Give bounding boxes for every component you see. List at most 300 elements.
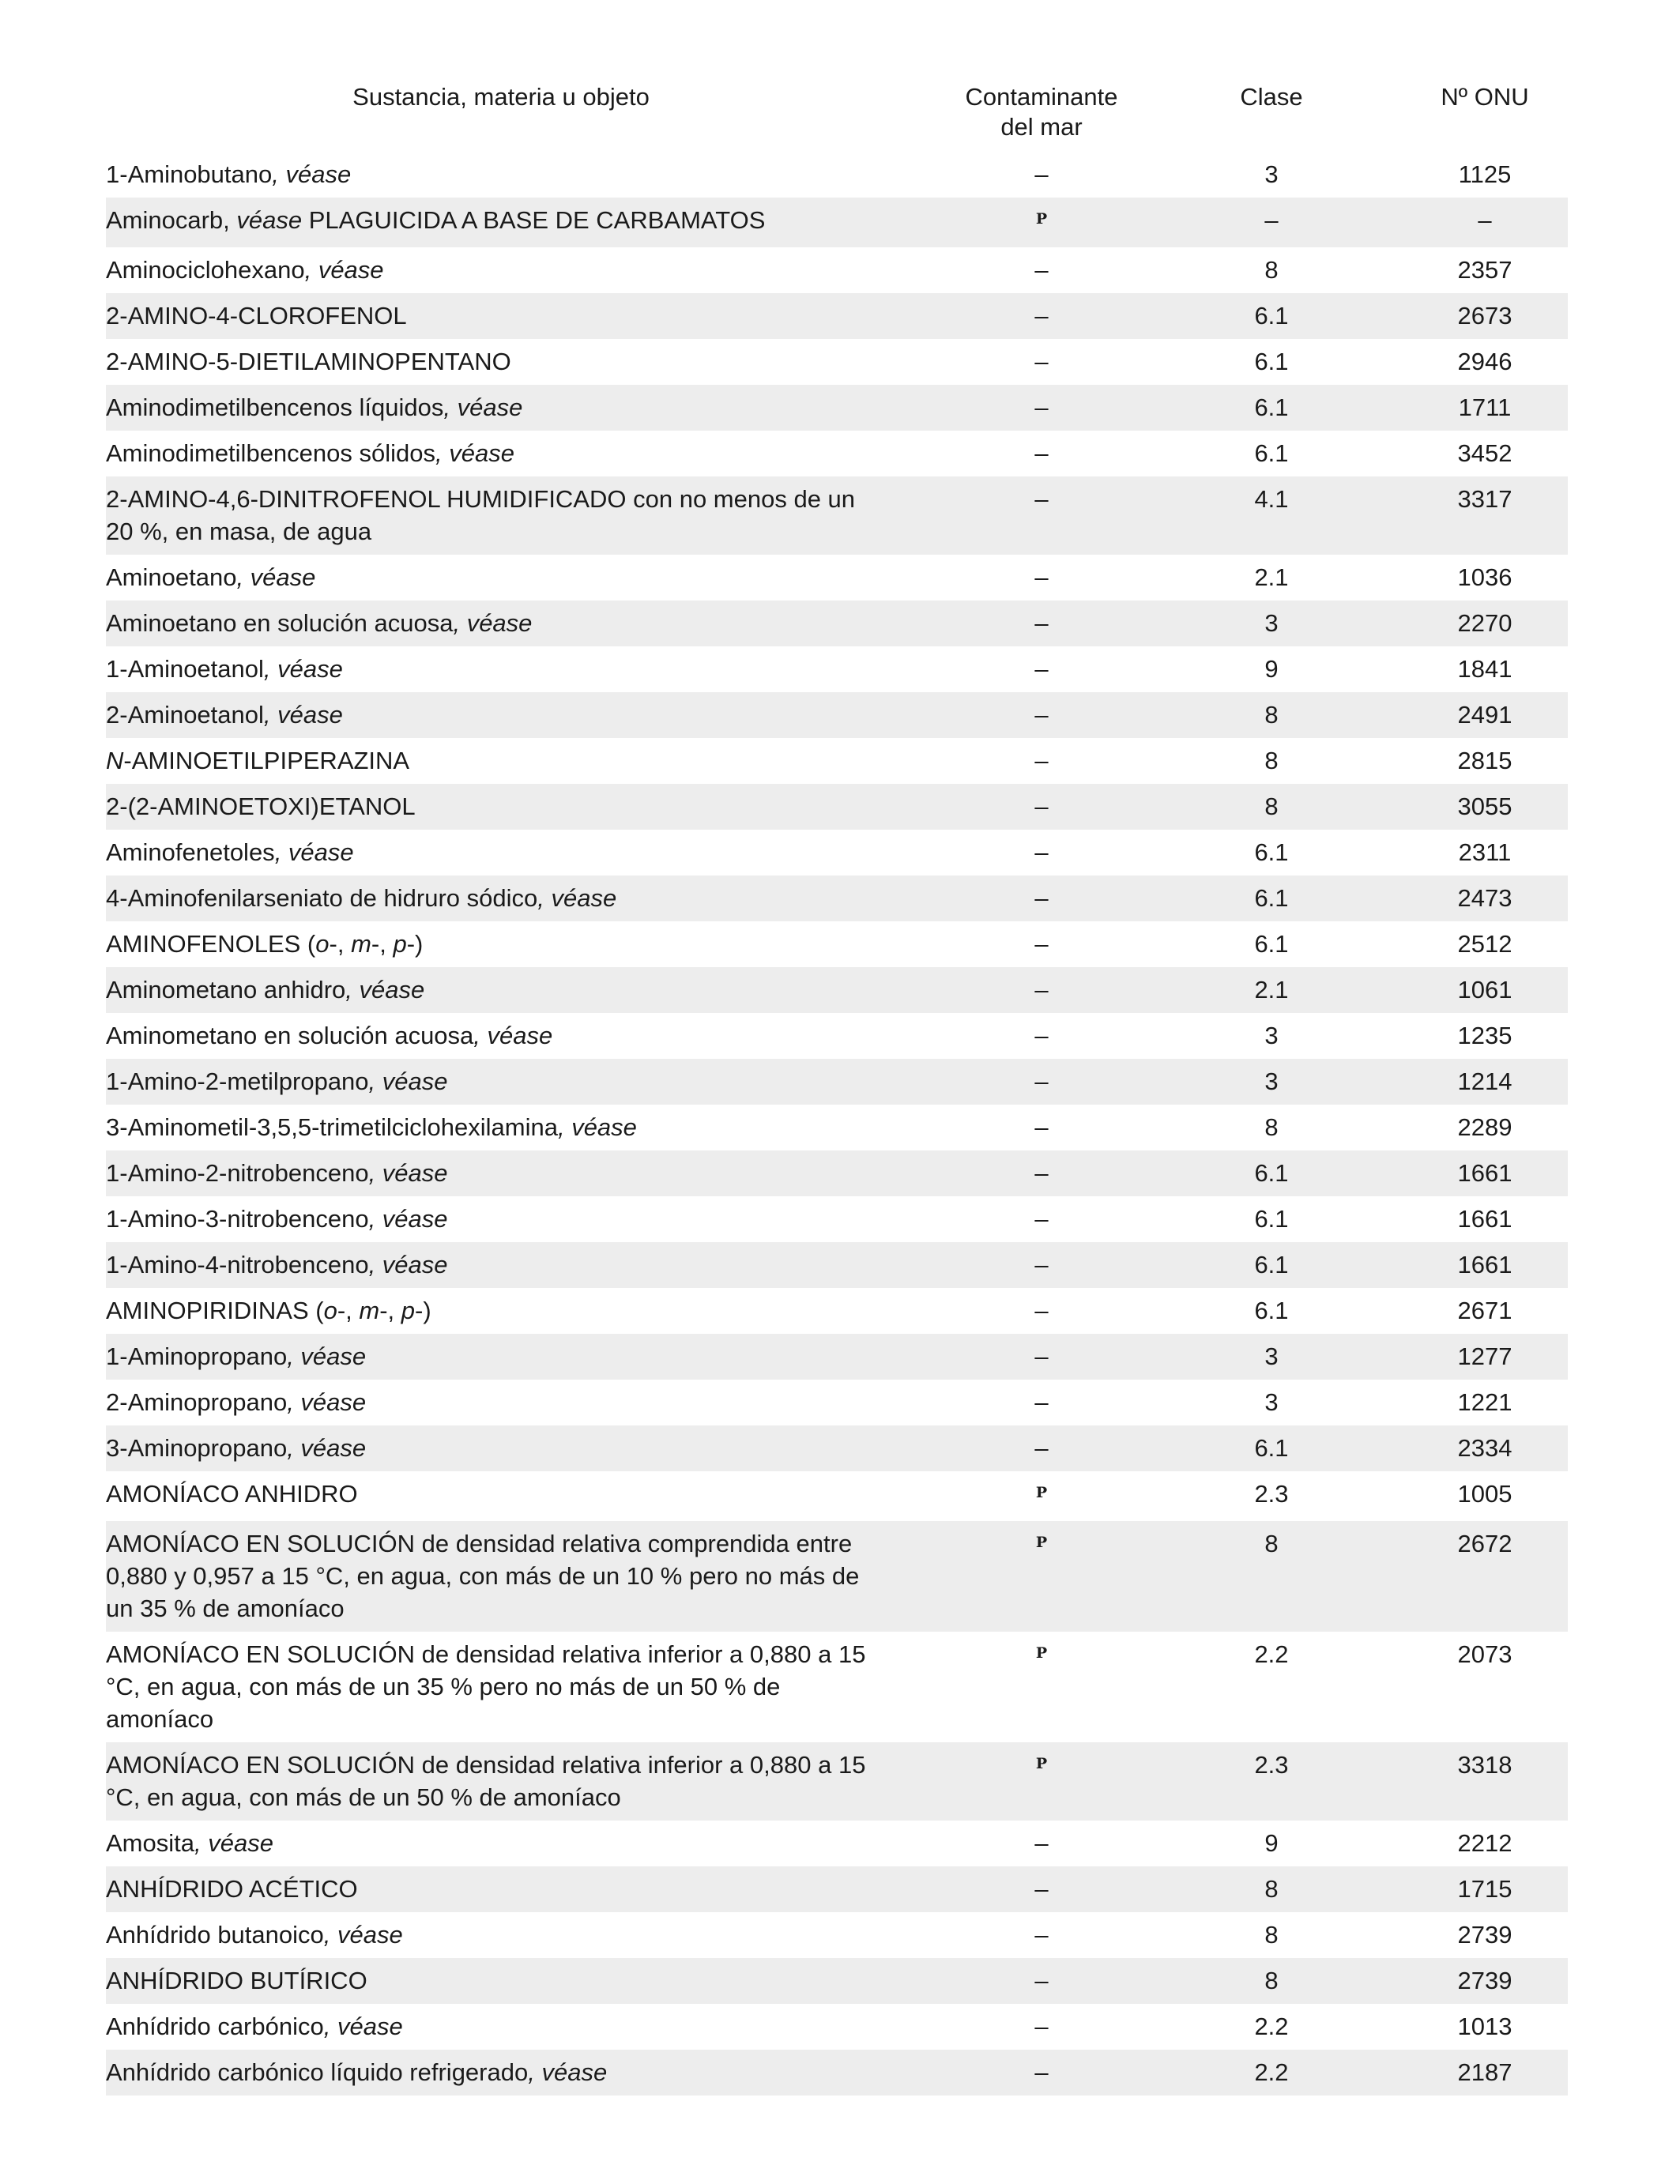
- marine-pollutant-cell: [896, 1958, 1173, 2004]
- substance-name-segment: 1-Amino-2-metilpropano: [106, 1068, 369, 1095]
- un-number-cell: 1221: [1457, 1388, 1512, 1416]
- substance-name-segment: Aminofenetoles: [106, 838, 275, 866]
- substance-name-segment: , véase: [287, 1434, 367, 1462]
- marine-pollutant-cell: [896, 339, 1173, 385]
- table-row: [106, 1288, 1568, 1334]
- marine-pollutant-cell: [896, 198, 1173, 247]
- marine-pollutant-cell: [896, 1471, 1173, 1521]
- marine-pollutant-cell: [896, 830, 1173, 875]
- substance-name-segment: AMONÍACO EN SOLUCIÓN de densidad relativa comprendida entre 0,880 y 0,957 a 15 °C, en agua, con más de un 10 % pero no más de un 35 % de amoníaco: [106, 1530, 860, 1622]
- table-row: [106, 646, 1568, 692]
- substance-name: [106, 2050, 896, 2096]
- class-cell: 6.1: [1254, 348, 1289, 375]
- marine-pollutant-cell: [896, 646, 1173, 692]
- un-number-cell: 2270: [1370, 601, 1568, 646]
- class-cell: 2.2: [1254, 2013, 1289, 2040]
- table-row: [106, 555, 1568, 601]
- substance-name-segment: Anhídrido butanoico: [106, 1921, 324, 1949]
- marine-pollutant-dash: –: [1034, 1434, 1049, 1462]
- substance-name: [106, 738, 896, 784]
- marine-pollutant-mark: P: [1035, 1644, 1048, 1662]
- marine-pollutant-dash: –: [1034, 393, 1049, 421]
- substance-name-segment: 1-Amino-3-nitrobenceno: [106, 1205, 369, 1233]
- substance-name: [106, 921, 896, 967]
- marine-pollutant-cell: [896, 921, 1173, 967]
- un-number-cell: 2357: [1457, 256, 1512, 284]
- substance-name: [106, 555, 896, 601]
- table-row: [106, 1196, 1568, 1242]
- substance-name-segment: , véase: [274, 838, 354, 866]
- substance-name-segment: m: [359, 1297, 380, 1324]
- substance-name: [106, 2004, 896, 2050]
- class-cell: 8: [1264, 747, 1279, 774]
- un-number-cell: 2073: [1457, 1640, 1512, 1668]
- substance-name-segment: PLAGUICIDA A BASE DE CARBAMATOS: [302, 206, 766, 234]
- un-number-cell: 1715: [1370, 1866, 1568, 1912]
- substance-name-segment: , véase: [537, 884, 617, 912]
- marine-pollutant-cell: [896, 1150, 1173, 1196]
- substance-name-segment: , véase: [557, 1113, 637, 1141]
- substance-name-segment: , véase: [263, 655, 343, 683]
- un-number-cell: 2672: [1370, 1521, 1568, 1632]
- substance-name: [106, 476, 896, 555]
- class-cell: 3: [1264, 1022, 1279, 1049]
- marine-pollutant-cell: [896, 1013, 1173, 1059]
- table-row: [106, 601, 1568, 646]
- substance-name-segment: 2-AMINO-4,6-DINITROFENOL HUMIDIFICADO con no menos de un 20 %, en masa, de agua: [106, 485, 856, 545]
- un-number-cell: 1125: [1458, 160, 1512, 188]
- class-cell: 3: [1264, 160, 1279, 188]
- header-un-number: Nº ONU: [1441, 83, 1529, 111]
- class-cell: 3: [1173, 601, 1370, 646]
- table-row: [106, 1380, 1568, 1425]
- marine-pollutant-cell: [896, 476, 1173, 555]
- marine-pollutant-dash: –: [1034, 302, 1049, 329]
- class-cell: 8: [1264, 1921, 1279, 1949]
- marine-pollutant-dash: –: [1034, 485, 1049, 513]
- marine-pollutant-dash: –: [1034, 1068, 1049, 1095]
- substance-name-segment: 2-Aminoetanol: [106, 701, 264, 729]
- un-number-cell: 2311: [1458, 838, 1512, 866]
- substance-name: [106, 1821, 896, 1866]
- marine-pollutant-cell: [896, 385, 1173, 431]
- substance-name-segment: Aminometano en solución acuosa: [106, 1022, 474, 1049]
- substance-name: [106, 1521, 896, 1632]
- substance-name: [106, 1912, 896, 1958]
- marine-pollutant-cell: [896, 293, 1173, 339]
- substance-name-segment: , véase: [368, 1159, 448, 1187]
- substance-name: [106, 1059, 896, 1105]
- substance-name-segment: , véase: [263, 701, 343, 729]
- table-row: [106, 784, 1568, 830]
- substance-name-segment: -): [406, 930, 424, 958]
- substance-name-segment: , véase: [435, 439, 514, 467]
- marine-pollutant-cell: [896, 2050, 1173, 2096]
- marine-pollutant-cell: [896, 1334, 1173, 1380]
- marine-pollutant-cell: [896, 692, 1173, 738]
- marine-pollutant-cell: [896, 1196, 1173, 1242]
- class-cell: –: [1173, 198, 1370, 247]
- marine-pollutant-cell: [896, 1632, 1173, 1742]
- substance-name-segment: o: [323, 1297, 337, 1324]
- class-cell: 2.1: [1254, 563, 1289, 591]
- un-number-cell: 2673: [1370, 293, 1568, 339]
- substance-name-segment: AMINOPIRIDINAS (: [106, 1297, 324, 1324]
- substance-name-segment: , véase: [194, 1829, 273, 1857]
- marine-pollutant-dash: –: [1034, 1159, 1049, 1187]
- marine-pollutant-dash: –: [1034, 563, 1049, 591]
- substance-name-segment: Anhídrido carbónico: [106, 2013, 324, 2040]
- un-number-cell: 2815: [1457, 747, 1512, 774]
- un-number-cell: 2289: [1457, 1113, 1512, 1141]
- marine-pollutant-dash: –: [1034, 701, 1049, 729]
- marine-pollutant-dash: –: [1034, 1251, 1049, 1278]
- substance-name-segment: AMONÍACO EN SOLUCIÓN de densidad relativa inferior a 0,880 a 15 °C, en agua, con más de un 50 % de amoníaco: [106, 1751, 866, 1811]
- substance-name: [106, 1425, 896, 1471]
- table-row: [106, 339, 1568, 385]
- marine-pollutant-cell: [896, 967, 1173, 1013]
- substance-name: [106, 692, 896, 738]
- table-row: [106, 2050, 1568, 2096]
- un-number-cell: 2512: [1457, 930, 1512, 958]
- un-number-cell: 1013: [1457, 2013, 1512, 2040]
- substance-name-segment: 2-AMINO-5-DIETILAMINOPENTANO: [106, 348, 511, 375]
- un-number-cell: 1277: [1370, 1334, 1568, 1380]
- substance-name-segment: o: [315, 930, 330, 958]
- class-cell: 9: [1264, 1829, 1279, 1857]
- marine-pollutant-cell: [896, 738, 1173, 784]
- un-number-cell: 2473: [1370, 875, 1568, 921]
- header-marine-pollutant-label: Contaminante del mar: [965, 83, 1118, 141]
- substance-name-segment: N: [106, 747, 124, 774]
- marine-pollutant-dash: –: [1034, 1967, 1049, 1994]
- marine-pollutant-dash: –: [1034, 1875, 1049, 1903]
- substance-name-segment: , véase: [368, 1251, 448, 1278]
- un-number-cell: 1711: [1370, 385, 1568, 431]
- substance-name: [106, 875, 896, 921]
- substances-table: [106, 79, 1568, 2096]
- table-row: [106, 1821, 1568, 1866]
- substance-name-segment: 4-Aminofenilarseniato de hidruro sódico: [106, 884, 538, 912]
- un-number-cell: 2491: [1370, 692, 1568, 738]
- class-cell: 8: [1264, 256, 1279, 284]
- substance-name-segment: AMINOFENOLES (: [106, 930, 316, 958]
- marine-pollutant-dash: –: [1034, 1022, 1049, 1049]
- table-row: [106, 476, 1568, 555]
- class-cell: 6.1: [1254, 1205, 1289, 1233]
- un-number-cell: 1235: [1457, 1022, 1512, 1049]
- substance-name-segment: 3-Aminometil-3,5,5-trimetilciclohexilamina: [106, 1113, 558, 1141]
- marine-pollutant-cell: [896, 601, 1173, 646]
- un-number-cell: 3452: [1457, 439, 1512, 467]
- marine-pollutant-dash: –: [1034, 655, 1049, 683]
- substance-name-segment: AMONÍACO EN SOLUCIÓN de densidad relativa inferior a 0,880 a 15 °C, en agua, con más de un 35 % pero no más de un 50 % de amoníaco: [106, 1640, 866, 1733]
- class-cell: 8: [1173, 692, 1370, 738]
- substance-name-segment: , véase: [368, 1205, 448, 1233]
- substance-name-segment: AMONÍACO ANHIDRO: [106, 1480, 358, 1508]
- marine-pollutant-cell: [896, 152, 1173, 198]
- marine-pollutant-cell: [896, 1242, 1173, 1288]
- table-row: [106, 1958, 1568, 2004]
- substance-name-segment: véase: [236, 206, 303, 234]
- substance-name-segment: Aminodimetilbencenos sólidos: [106, 439, 436, 467]
- substance-name-segment: , véase: [287, 1388, 367, 1416]
- un-number-cell: 3055: [1370, 784, 1568, 830]
- substance-name-segment: , véase: [236, 563, 316, 591]
- class-cell: 6.1: [1173, 1242, 1370, 1288]
- un-number-cell: 3317: [1370, 476, 1568, 555]
- marine-pollutant-cell: [896, 1425, 1173, 1471]
- class-cell: 8: [1173, 784, 1370, 830]
- un-number-cell: 2946: [1457, 348, 1512, 375]
- class-cell: 3: [1264, 1388, 1279, 1416]
- marine-pollutant-cell: [896, 1821, 1173, 1866]
- substance-name-segment: m: [351, 930, 371, 958]
- substance-name: [106, 967, 896, 1013]
- class-cell: 6.1: [1173, 875, 1370, 921]
- class-cell: 6.1: [1254, 930, 1289, 958]
- substance-name: [106, 1742, 896, 1821]
- un-number-cell: 2739: [1457, 1921, 1512, 1949]
- class-cell: 8: [1264, 1113, 1279, 1141]
- un-number-cell: 1214: [1370, 1059, 1568, 1105]
- substance-name-segment: , véase: [272, 160, 352, 188]
- substance-name-segment: Aminociclohexano: [106, 256, 305, 284]
- class-cell: 8: [1173, 1866, 1370, 1912]
- substance-name-segment: 1-Aminopropano: [106, 1342, 288, 1370]
- substance-name: [106, 385, 896, 431]
- marine-pollutant-dash: –: [1034, 1205, 1049, 1233]
- un-number-cell: 1841: [1457, 655, 1512, 683]
- substance-name-segment: Anhídrido carbónico líquido refrigerado: [106, 2058, 529, 2086]
- table-row: [106, 2004, 1568, 2050]
- marine-pollutant-dash: –: [1034, 160, 1049, 188]
- table-header-row: [106, 79, 1568, 152]
- class-cell: 3: [1173, 1334, 1370, 1380]
- substance-name-segment: Aminocarb,: [106, 206, 237, 234]
- class-cell: 6.1: [1254, 439, 1289, 467]
- substance-name-segment: , véase: [323, 1921, 403, 1949]
- marine-pollutant-dash: –: [1034, 1388, 1049, 1416]
- class-cell: 6.1: [1173, 385, 1370, 431]
- class-cell: 2.3: [1173, 1742, 1370, 1821]
- marine-pollutant-dash: –: [1034, 256, 1049, 284]
- substance-name-segment: , véase: [304, 256, 384, 284]
- substance-name-segment: 3-Aminopropano: [106, 1434, 288, 1462]
- marine-pollutant-mark: P: [1035, 1484, 1048, 1501]
- un-number-cell: 2187: [1370, 2050, 1568, 2096]
- table-row: [106, 1632, 1568, 1742]
- marine-pollutant-dash: –: [1034, 1342, 1049, 1370]
- marine-pollutant-cell: [896, 875, 1173, 921]
- un-number-cell: 1061: [1370, 967, 1568, 1013]
- un-number-cell: 1661: [1370, 1242, 1568, 1288]
- marine-pollutant-cell: [896, 1105, 1173, 1150]
- substance-name-segment: Aminoetano: [106, 563, 237, 591]
- table-row: [106, 692, 1568, 738]
- table-row: [106, 967, 1568, 1013]
- substance-name-segment: , véase: [528, 2058, 608, 2086]
- marine-pollutant-dash: –: [1034, 884, 1049, 912]
- marine-pollutant-dash: –: [1034, 793, 1049, 820]
- substance-name: [106, 1380, 896, 1425]
- marine-pollutant-cell: [896, 431, 1173, 476]
- marine-pollutant-dash: –: [1034, 1921, 1049, 1949]
- substance-name-segment: -AMINOETILPIPERAZINA: [123, 747, 410, 774]
- table-row: [106, 1521, 1568, 1632]
- substance-name-segment: -,: [329, 930, 352, 958]
- substance-name-segment: -,: [379, 1297, 401, 1324]
- marine-pollutant-dash: –: [1034, 2013, 1049, 2040]
- substance-name-segment: , véase: [368, 1068, 448, 1095]
- substance-name-segment: , véase: [443, 393, 523, 421]
- table-row: [106, 1866, 1568, 1912]
- substance-name: [106, 1196, 896, 1242]
- class-cell: 6.1: [1173, 1425, 1370, 1471]
- un-number-cell: 3318: [1370, 1742, 1568, 1821]
- substance-name: [106, 1866, 896, 1912]
- marine-pollutant-dash: –: [1034, 747, 1049, 774]
- substance-name-segment: , véase: [287, 1342, 367, 1370]
- marine-pollutant-dash: –: [1034, 976, 1049, 1004]
- substance-name: [106, 1288, 896, 1334]
- table-row: [106, 1471, 1568, 1521]
- un-number-cell: 1005: [1457, 1480, 1512, 1508]
- marine-pollutant-cell: [896, 1742, 1173, 1821]
- table-row: [106, 1912, 1568, 1958]
- substance-name: [106, 1632, 896, 1742]
- marine-pollutant-cell: [896, 1521, 1173, 1632]
- table-row: [106, 431, 1568, 476]
- marine-pollutant-cell: [896, 1866, 1173, 1912]
- substance-name: [106, 1334, 896, 1380]
- table-row: [106, 875, 1568, 921]
- marine-pollutant-dash: –: [1034, 838, 1049, 866]
- table-row: [106, 1334, 1568, 1380]
- page: [106, 79, 1568, 2096]
- marine-pollutant-cell: [896, 1380, 1173, 1425]
- table-row: [106, 738, 1568, 784]
- marine-pollutant-dash: –: [1034, 2058, 1049, 2086]
- marine-pollutant-cell: [896, 2004, 1173, 2050]
- substance-name: [106, 293, 896, 339]
- table-row: [106, 1105, 1568, 1150]
- substance-name-segment: p: [401, 1297, 416, 1324]
- marine-pollutant-dash: –: [1034, 348, 1049, 375]
- table-row: [106, 830, 1568, 875]
- marine-pollutant-cell: [896, 555, 1173, 601]
- table-row: [106, 1059, 1568, 1105]
- un-number-cell: 1661: [1457, 1205, 1512, 1233]
- table-row: [106, 152, 1568, 198]
- header-marine-pollutant: [896, 79, 1173, 152]
- marine-pollutant-cell: [896, 1912, 1173, 1958]
- substance-name-segment: , véase: [473, 1022, 553, 1049]
- substance-name: [106, 1242, 896, 1288]
- class-cell: 6.1: [1173, 293, 1370, 339]
- class-cell: 2.2: [1173, 2050, 1370, 2096]
- class-cell: 2.3: [1254, 1480, 1289, 1508]
- substance-name-segment: -): [415, 1297, 431, 1324]
- substance-name-segment: Aminometano anhidro: [106, 976, 346, 1004]
- marine-pollutant-dash: –: [1034, 930, 1049, 958]
- class-cell: 4.1: [1173, 476, 1370, 555]
- class-cell: 9: [1264, 655, 1279, 683]
- substance-name-segment: 1-Aminobutano: [106, 160, 273, 188]
- marine-pollutant-mark: P: [1035, 1534, 1048, 1551]
- un-number-cell: 1036: [1457, 563, 1512, 591]
- table-row: [106, 1150, 1568, 1196]
- substance-name: [106, 1958, 896, 2004]
- table-row: [106, 1742, 1568, 1821]
- class-cell: 6.1: [1254, 838, 1289, 866]
- substance-name-segment: Aminoetano en solución acuosa: [106, 609, 454, 637]
- substance-name-segment: Aminodimetilbencenos líquidos: [106, 393, 444, 421]
- marine-pollutant-cell: [896, 1059, 1173, 1105]
- substance-name-segment: ANHÍDRIDO BUTÍRICO: [106, 1967, 367, 1994]
- substance-name: [106, 784, 896, 830]
- marine-pollutant-cell: [896, 247, 1173, 293]
- substance-name-segment: 2-Aminopropano: [106, 1388, 288, 1416]
- class-cell: 2.2: [1254, 1640, 1289, 1668]
- class-cell: 8: [1173, 1521, 1370, 1632]
- substance-name: [106, 1471, 896, 1521]
- table-row: [106, 293, 1568, 339]
- substance-name: [106, 339, 896, 385]
- substance-name-segment: -,: [371, 930, 394, 958]
- un-number-cell: 2212: [1457, 1829, 1512, 1857]
- substance-name-segment: 2-(2-AMINOETOXI)ETANOL: [106, 793, 416, 820]
- substance-name-segment: 1-Aminoetanol: [106, 655, 264, 683]
- marine-pollutant-mark: P: [1035, 1755, 1048, 1772]
- marine-pollutant-cell: [896, 784, 1173, 830]
- marine-pollutant-dash: –: [1034, 609, 1049, 637]
- substance-name: [106, 830, 896, 875]
- substance-name-segment: , véase: [453, 609, 533, 637]
- marine-pollutant-dash: –: [1034, 439, 1049, 467]
- substance-name: [106, 247, 896, 293]
- substance-name: [106, 1150, 896, 1196]
- marine-pollutant-mark: P: [1035, 210, 1048, 228]
- class-cell: 2.1: [1173, 967, 1370, 1013]
- marine-pollutant-dash: –: [1034, 1829, 1049, 1857]
- table-row: [106, 198, 1568, 247]
- table-row: [106, 1013, 1568, 1059]
- table-row: [106, 1425, 1568, 1471]
- substance-name: [106, 431, 896, 476]
- un-number-cell: –: [1370, 198, 1568, 247]
- class-cell: 8: [1173, 1958, 1370, 2004]
- class-cell: 6.1: [1254, 1297, 1289, 1324]
- substance-name-segment: ANHÍDRIDO ACÉTICO: [106, 1875, 358, 1903]
- marine-pollutant-dash: –: [1034, 1113, 1049, 1141]
- table-row: [106, 247, 1568, 293]
- table-body: [106, 152, 1568, 2096]
- substance-name-segment: 1-Amino-4-nitrobenceno: [106, 1251, 369, 1278]
- substance-name: [106, 646, 896, 692]
- substance-name-segment: 2-AMINO-4-CLOROFENOL: [106, 302, 407, 329]
- table-row: [106, 1242, 1568, 1288]
- substance-name-segment: , véase: [345, 976, 425, 1004]
- class-cell: 6.1: [1173, 1150, 1370, 1196]
- un-number-cell: 2334: [1370, 1425, 1568, 1471]
- header-class: Clase: [1240, 83, 1303, 111]
- class-cell: 3: [1173, 1059, 1370, 1105]
- table-row: [106, 921, 1568, 967]
- marine-pollutant-cell: [896, 1288, 1173, 1334]
- substance-name-segment: Amosita: [106, 1829, 194, 1857]
- substance-name-segment: 1-Amino-2-nitrobenceno: [106, 1159, 369, 1187]
